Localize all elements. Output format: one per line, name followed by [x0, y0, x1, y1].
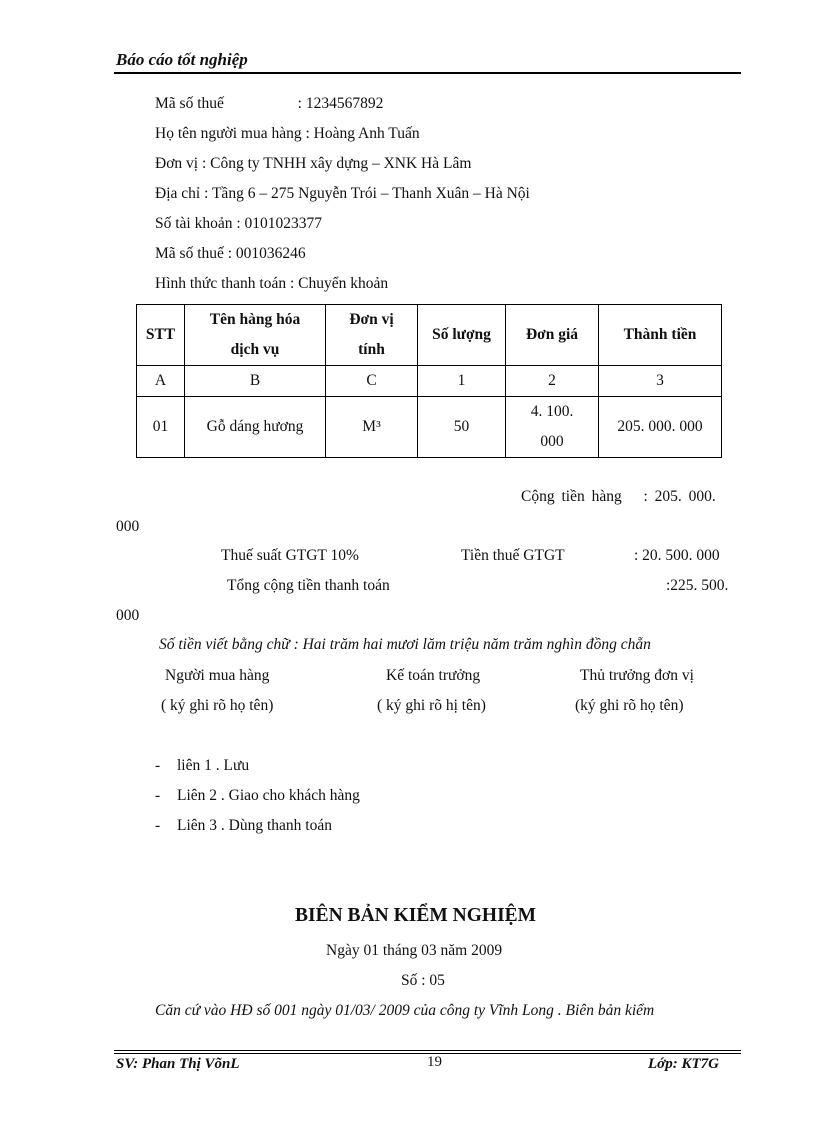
code-cell: A: [137, 366, 185, 397]
code-cell: B: [185, 366, 326, 397]
amount-in-words: Số tiền viết bằng chữ : Hai trăm hai mươi lăm triệu năm trăm nghìn đồng chẵn: [159, 636, 651, 653]
code-cell: 3: [599, 366, 722, 397]
signature-role-buyer: Người mua hàng: [165, 667, 270, 684]
list-item: - Liên 3 . Dùng thanh toán: [155, 817, 332, 834]
list-item: - Liên 2 . Giao cho khách hàng: [155, 787, 360, 804]
col-header-name: Tên hàng hóa dịch vụ: [185, 305, 326, 366]
report-number: Số : 05: [401, 972, 445, 989]
header-divider: [114, 72, 741, 74]
signature-note-buyer: ( ký ghi rõ họ tên): [161, 697, 274, 714]
col-header-unit: Đơn vị tính: [326, 305, 418, 366]
report-basis: Căn cứ vào HĐ số 001 ngày 01/03/ 2009 của công ty Vĩnh Long . Biên bản kiểm: [155, 1002, 655, 1019]
table-row: [137, 397, 722, 458]
buyer-account: Số tài khoản : 0101023377: [155, 215, 323, 232]
code-cell: C: [326, 366, 418, 397]
col-header-amount: Thành tiền: [599, 305, 722, 366]
table-code-row: [137, 366, 722, 397]
code-cell: 2: [506, 366, 599, 397]
col-header-price: Đơn giá: [506, 305, 599, 366]
signature-role-director: Thủ trưởng đơn vị: [580, 667, 694, 684]
signature-note-director: (ký ghi rõ họ tên): [575, 697, 684, 714]
col-header-stt: STT: [137, 305, 185, 366]
seller-tax-value: : 1234567892: [297, 95, 384, 112]
vat-value: : 20. 500. 000: [634, 547, 720, 564]
goods-total-value: : 205. 000.: [643, 488, 716, 505]
report-title: BIÊN BẢN KIỂM NGHIỆM: [295, 905, 537, 926]
signature-role-accountant: Kế toán trưởng: [386, 667, 481, 684]
bullet-dash: -: [155, 817, 161, 834]
seller-tax-line: [155, 95, 383, 113]
seller-tax-label: Mã số thuế: [155, 95, 224, 112]
row-price: 4. 100. 000: [506, 397, 599, 458]
grand-total-value: :225. 500.: [666, 577, 729, 594]
report-header-title: Báo cáo tốt nghiệp: [116, 50, 248, 69]
goods-total-wrap: 000: [116, 518, 140, 535]
bullet-dash: -: [155, 757, 161, 774]
row-amount: 205. 000. 000: [599, 397, 722, 458]
buyer-address: Địa chỉ : Tầng 6 – 275 Nguyễn Trói – Thanh Xuân – Hà Nội: [155, 185, 530, 202]
grand-total-label: Tổng cộng tiền thanh toán: [227, 577, 390, 594]
goods-total-line: [521, 488, 716, 506]
report-date: Ngày 01 tháng 03 năm 2009: [326, 942, 503, 959]
code-cell: 1: [418, 366, 506, 397]
grand-total-wrap: 000: [116, 607, 140, 624]
buyer-tax-code: Mã số thuế : 001036246: [155, 245, 306, 262]
row-unit: M³: [326, 397, 418, 458]
footer-divider: [114, 1050, 741, 1051]
footer-class: Lớp: KT7G: [648, 1056, 719, 1072]
buyer-name: Họ tên người mua hàng : Hoàng Anh Tuấn: [155, 125, 420, 142]
table-header-row: [137, 305, 722, 366]
bullet-dash: -: [155, 787, 161, 804]
vat-label: Tiền thuế GTGT: [461, 547, 565, 564]
goods-total-label: Cộng tiền hàng: [521, 488, 622, 505]
row-name: Gỗ dáng hương: [185, 397, 326, 458]
page-number: 19: [427, 1054, 442, 1070]
payment-method: Hình thức thanh toán : Chuyển khoản: [155, 275, 389, 292]
col-header-qty: Số lượng: [418, 305, 506, 366]
list-item: - liên 1 . Lưu: [155, 757, 250, 774]
signature-note-accountant: ( ký ghi rõ hị tên): [377, 697, 486, 714]
row-qty: 50: [418, 397, 506, 458]
invoice-table: [136, 304, 722, 458]
vat-rate: Thuế suất GTGT 10%: [221, 547, 359, 564]
buyer-unit: Đơn vị : Công ty TNHH xây dựng – XNK Hà Lâm: [155, 155, 472, 172]
footer-student: SV: Phan Thị VõnL: [116, 1056, 240, 1072]
row-stt: 01: [137, 397, 185, 458]
